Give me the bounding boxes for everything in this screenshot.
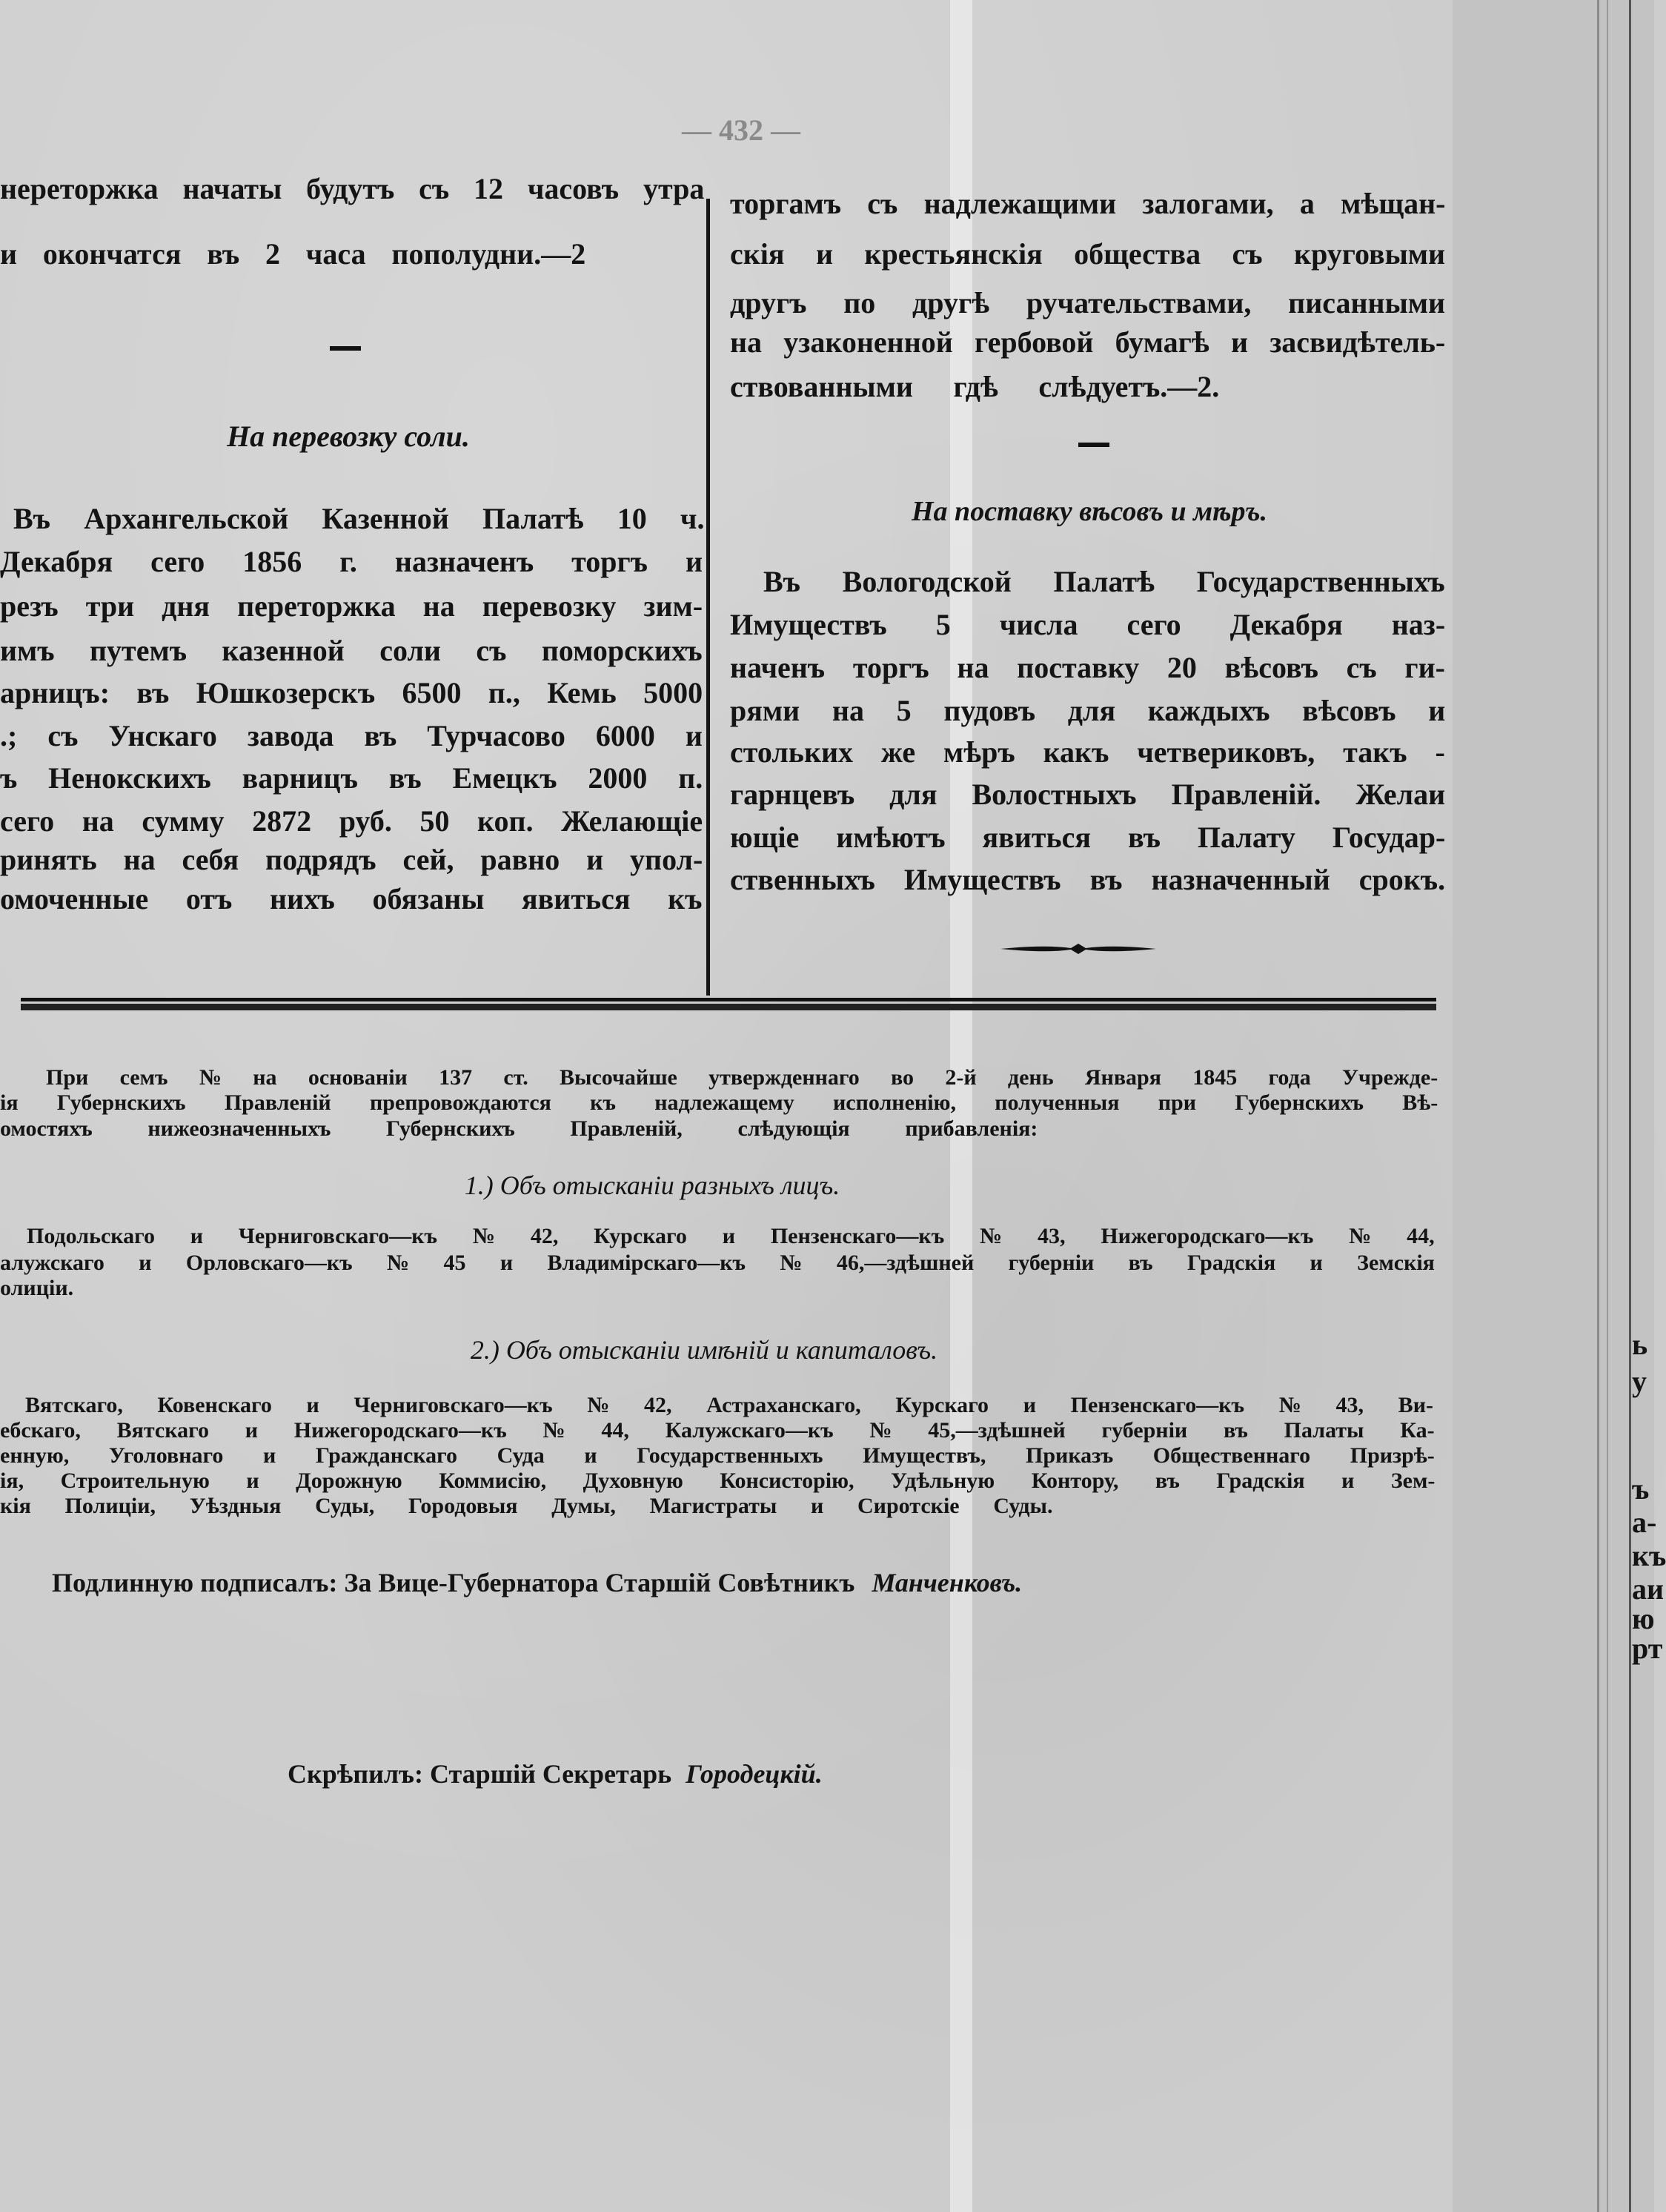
text-line: имъ путемъ казенной соли съ поморскихъ <box>0 634 703 667</box>
text-line: и окончатся въ 2 часа пополудни.—2 <box>0 237 586 271</box>
text-line: резъ три дня переторжка на перевозку зим- <box>0 589 703 623</box>
edge-letter-fragment: ю <box>1632 1602 1655 1635</box>
text-line: кія Полиціи, Уѣздныя Суды, Городовыя Думы, Магистраты и Сиротскіе Суды. <box>0 1494 1053 1518</box>
text-line: Декабря сего 1856 г. назначенъ торгъ и <box>0 545 703 578</box>
text-line: енную, Уголовнаго и Гражданскаго Суда и Государственныхъ Имуществъ, Приказъ Общественнаго Призрѣ- <box>0 1443 1435 1468</box>
edge-letter-fragment: къ <box>1632 1539 1666 1572</box>
text-line: ія Губернскихъ Правленій препровождаются къ надлежащему исполненію, полученныя при Губернскихъ Вѣ- <box>0 1090 1438 1115</box>
edge-letter-fragment: ь <box>1632 1328 1648 1361</box>
text-line: наченъ торгъ на поставку 20 вѣсовъ съ ги- <box>730 651 1445 684</box>
text-line: нереторжка начаты будутъ съ 12 часовъ утра <box>0 172 705 205</box>
page-fold-line <box>1607 0 1608 2212</box>
text-line: Вятскаго, Ковенскаго и Черниговскаго—къ № 42, Астраханскаго, Курскаго и Пензенскаго—къ № 43, Ви- <box>25 1393 1433 1417</box>
text-line: При семъ № на основаніи 137 ст. Высочайше утвержденнаго во 2-й день Января 1845 года Учрежде- <box>46 1065 1438 1090</box>
signature-text: Скрѣпилъ: Старшій Секретарь <box>288 1759 672 1789</box>
edge-letter-fragment: ъ <box>1632 1472 1650 1506</box>
text-line: ебскаго, Вятскаго и Нижегородскаго—къ № 44, Калужскаго—къ № 45,—здѣшней губерніи въ Палаты Ка- <box>0 1418 1435 1443</box>
horizontal-rule <box>21 998 1436 1001</box>
page-fold-line <box>1597 0 1599 2212</box>
text-line: стольких же мѣръ какъ четвериковъ, такъ - <box>730 735 1445 769</box>
text-line: скія и крестьянскія общества съ круговыми <box>730 237 1446 271</box>
text-line: ющіе имѣютъ явиться въ Палату Государ- <box>730 821 1446 854</box>
text-line: омостяхъ нижеозначенныхъ Губернскихъ Правленій, слѣдующія прибавленія: <box>0 1116 1038 1141</box>
horizontal-rule <box>21 1004 1436 1010</box>
edge-letter-fragment: рт <box>1632 1632 1663 1665</box>
text-line: ринять на себя подрядъ сей, равно и упол- <box>0 843 703 876</box>
section-separator-dash <box>330 346 361 351</box>
text-line: .; съ Унскаго завода въ Турчасово 6000 и <box>0 719 703 752</box>
page-edge-line <box>1629 0 1631 2212</box>
ornament-divider <box>1000 940 1156 958</box>
text-line: ія, Строительную и Дорожную Коммисію, Духовную Консисторію, Удѣльную Контору, въ Градскія и Зем- <box>0 1468 1436 1493</box>
section-separator-dash <box>1078 443 1109 447</box>
signer-name: Манченковъ. <box>872 1568 1023 1597</box>
edge-letter-fragment: а- <box>1632 1506 1657 1539</box>
text-line: сего на сумму 2872 руб. 50 коп. Желающіе <box>0 804 703 838</box>
text-line: олиціи. <box>0 1276 74 1300</box>
signature-line <box>52 1567 1022 1598</box>
text-line: на узаконенной гербовой бумагѣ и засвидѣтель- <box>730 325 1446 359</box>
text-line: гарнцевъ для Волостныхъ Правленій. Желаи <box>730 778 1446 811</box>
section-title: На поставку вѣсовъ и мѣръ. <box>912 496 1267 527</box>
column-divider <box>706 199 710 996</box>
text-line: алужскаго и Орловскаго—къ № 45 и Владимірскаго—къ № 46,—здѣшней губерніи въ Градскія и Земскія <box>0 1251 1435 1275</box>
text-line: омоченные отъ нихъ обязаны явиться къ <box>0 882 703 915</box>
text-line: ственныхъ Имуществъ въ назначенный срокъ. <box>730 863 1446 896</box>
text-line: Имуществъ 5 числа сего Декабря наз- <box>730 608 1446 641</box>
section-title: 1.) Объ отысканіи разныхъ лицъ. <box>464 1170 840 1200</box>
edge-letter-fragment: у <box>1632 1365 1647 1398</box>
page-number: — 432 — <box>682 113 800 147</box>
section-title: На перевозку соли. <box>227 420 470 453</box>
text-line: ъ Ненокскихъ варницъ въ Емецкъ 2000 п. <box>0 761 703 795</box>
text-line: рями на 5 пудовъ для каждыхъ вѣсовъ и <box>730 694 1446 727</box>
section-title: 2.) Объ отысканіи имѣній и капиталовъ. <box>470 1335 938 1365</box>
text-line: Въ Архангельской Казенной Палатѣ 10 ч. <box>13 502 705 535</box>
text-line: Подольскаго и Черниговскаго—къ № 42, Курскаго и Пензенскаго—къ № 43, Нижегородскаго—къ № 44, <box>27 1224 1435 1248</box>
signer-name: Городецкій. <box>686 1759 823 1789</box>
countersignature-line <box>288 1758 823 1789</box>
text-line: ствованными гдѣ слѣдуетъ.—2. <box>730 370 1220 403</box>
text-line: другъ по другѣ ручательствами, писанными <box>730 286 1446 319</box>
edge-letter-fragment: аи <box>1632 1572 1665 1606</box>
text-line: арницъ: въ Юшкозерскъ 6500 п., Кемь 5000 <box>0 676 703 709</box>
next-page-edge <box>1453 0 1654 2212</box>
signature-text: Подлинную подписалъ: За Вице-Губернатора Старшій Совѣтникъ <box>52 1568 855 1597</box>
text-line: Въ Вологодской Палатѣ Государственныхъ <box>763 565 1445 598</box>
text-line: торгамъ съ надлежащими залогами, а мѣщан- <box>730 187 1446 220</box>
